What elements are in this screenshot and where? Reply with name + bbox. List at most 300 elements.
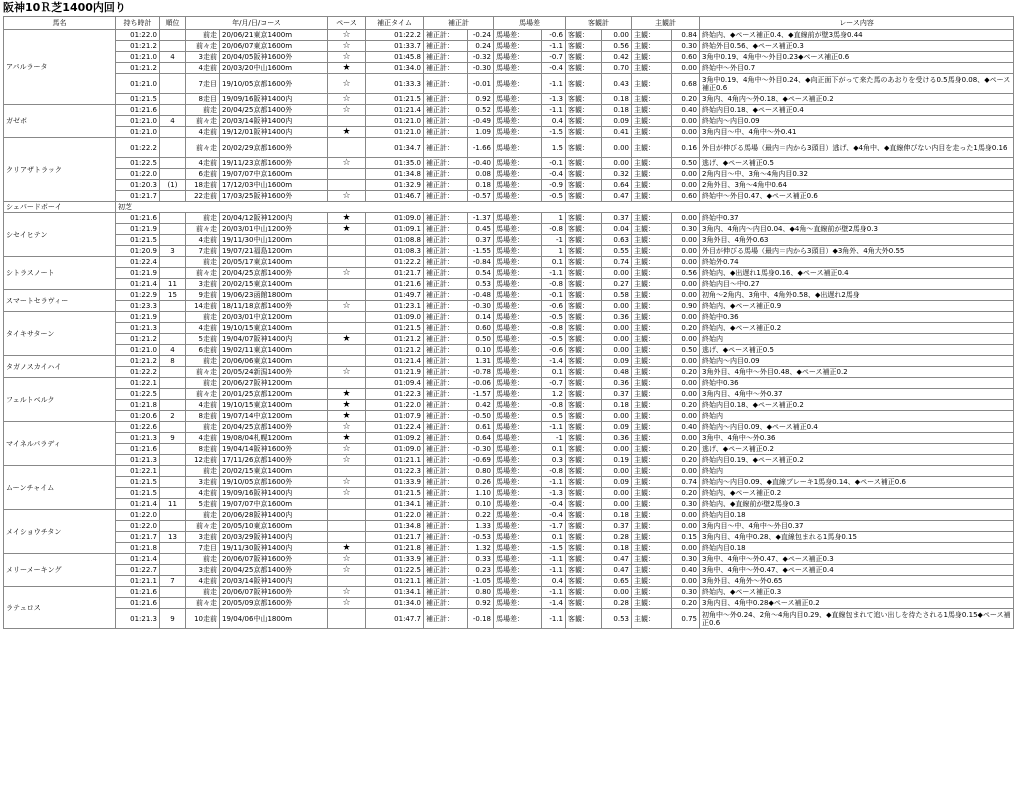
race-notes: 3角内目、4角中0.28、◆直線包まれる1馬身0.15 [700,532,1014,543]
track-diff-label: 馬場差： [494,191,542,202]
objective-label: 客観： [566,169,602,180]
races-ago: 18走前 [186,180,220,191]
rank [160,554,186,565]
objective-value: 0.00 [602,301,632,312]
rank [160,455,186,466]
pace-mark: ★ [328,63,366,74]
objective-value: 0.36 [602,378,632,389]
race-notes: 終始内、◆ペース補正0.2 [700,323,1014,334]
own-time: 01:22.7 [116,565,160,576]
race-row [4,609,1014,629]
adjust-total-label: 補正計： [424,213,468,224]
rank [160,400,186,411]
adjust-total-value: 0.80 [468,587,494,598]
adjusted-time: 01:21.7 [366,268,424,279]
race-row [4,466,1014,477]
adjust-total-label: 補正計： [424,169,468,180]
adjust-total-label: 補正計： [424,411,468,422]
objective-value: 0.00 [602,138,632,158]
race-notes: 3角中0.19、4角中～外目0.23◆ペース補正0.6 [700,52,1014,63]
date-course: 20/06/28阪神1400内 [220,510,328,521]
objective-label: 客観： [566,158,602,169]
adjusted-time: 01:21.0 [366,116,424,127]
date-course: 20/06/07東京1600m [220,41,328,52]
objective-value: 0.65 [602,576,632,587]
own-time: 01:21.0 [116,52,160,63]
objective-value: 0.18 [602,400,632,411]
rank [160,169,186,180]
subjective-label: 主観： [632,400,672,411]
adjust-total-label: 補正計： [424,74,468,94]
objective-value: 0.00 [602,444,632,455]
date-course: 20/05/24新潟1400外 [220,367,328,378]
adjust-total-label: 補正計： [424,433,468,444]
track-diff-value: -0.5 [542,312,566,323]
objective-label: 客観： [566,127,602,138]
race-row [4,389,1014,400]
subjective-label: 主観： [632,41,672,52]
race-notes: 外目が伸びる馬場（最内＝内から3頭目）◆3角外、4角大外0.55 [700,246,1014,257]
objective-label: 客観： [566,477,602,488]
objective-label: 客観： [566,521,602,532]
subjective-label: 主観： [632,63,672,74]
race-row [4,235,1014,246]
objective-value: 0.04 [602,224,632,235]
objective-value: 0.42 [602,52,632,63]
adjust-total-value: -0.30 [468,444,494,455]
track-diff-label: 馬場差： [494,488,542,499]
pace-mark [328,138,366,158]
objective-value: 0.09 [602,116,632,127]
pace-mark [328,279,366,290]
adjust-total-value: 0.10 [468,345,494,356]
date-course: 19/10/05京都1600外 [220,477,328,488]
pace-mark: ☆ [328,587,366,598]
date-course: 19/10/15東京1400m [220,400,328,411]
objective-label: 客観： [566,576,602,587]
race-row [4,334,1014,345]
race-notes: 終始外目0.56、◆ペース補正0.3 [700,41,1014,52]
races-ago: 3走前 [186,279,220,290]
objective-label: 客観： [566,63,602,74]
subjective-value: 0.00 [672,312,700,323]
rank [160,30,186,41]
objective-value: 0.18 [602,543,632,554]
subjective-label: 主観： [632,565,672,576]
track-diff-label: 馬場差： [494,94,542,105]
adjusted-time: 01:09.0 [366,444,424,455]
subjective-value: 0.00 [672,510,700,521]
subjective-label: 主観： [632,411,672,422]
own-time: 01:21.5 [116,488,160,499]
subjective-label: 主観： [632,367,672,378]
track-diff-label: 馬場差： [494,158,542,169]
subjective-label: 主観： [632,477,672,488]
pace-mark: ☆ [328,191,366,202]
track-diff-label: 馬場差： [494,389,542,400]
date-course: 20/04/25京都1400外 [220,268,328,279]
subjective-label: 主観： [632,455,672,466]
subjective-label: 主観： [632,191,672,202]
subjective-label: 主観： [632,466,672,477]
races-ago: 3走前 [186,565,220,576]
adjust-total-value: -0.24 [468,30,494,41]
race-notes: 3角中、4角中～外0.36 [700,433,1014,444]
objective-label: 客観： [566,334,602,345]
race-row [4,169,1014,180]
track-diff-label: 馬場差： [494,576,542,587]
adjust-total-label: 補正計： [424,477,468,488]
adjust-total-value: -1.05 [468,576,494,587]
objective-label: 客観： [566,444,602,455]
header-horse-name: 馬名 [4,17,116,30]
track-diff-label: 馬場差： [494,169,542,180]
objective-label: 客観： [566,389,602,400]
subjective-value: 0.00 [672,63,700,74]
own-time: 01:21.0 [116,74,160,94]
pace-mark: ★ [328,224,366,235]
date-course: 19/07/21福島1200m [220,246,328,257]
header-adjusted-time: 補正タイム [366,17,424,30]
pace-mark: ★ [328,433,366,444]
race-notes: 終始中0.37 [700,213,1014,224]
race-row [4,378,1014,389]
races-ago: 5走前 [186,334,220,345]
track-diff-value: -1.7 [542,521,566,532]
track-diff-value: -0.8 [542,466,566,477]
track-diff-label: 馬場差： [494,138,542,158]
races-ago: 5走前 [186,499,220,510]
track-diff-value: -1.1 [542,565,566,576]
adjusted-time: 01:09.4 [366,378,424,389]
subjective-label: 主観： [632,554,672,565]
race-row [4,41,1014,52]
horse-name: ラテュロス [4,587,116,629]
races-ago: 前走 [186,378,220,389]
track-diff-label: 馬場差： [494,213,542,224]
own-time: 01:21.5 [116,94,160,105]
race-row [4,74,1014,94]
rank [160,587,186,598]
adjust-total-label: 補正計： [424,554,468,565]
race-notes: 3角中、4角中～外0.47、◆ペース補正0.4 [700,565,1014,576]
track-diff-value: -0.6 [542,301,566,312]
pace-mark: ☆ [328,455,366,466]
subjective-label: 主観： [632,235,672,246]
rank [160,41,186,52]
track-diff-value: -1.4 [542,356,566,367]
subjective-value: 0.20 [672,94,700,105]
races-ago: 前走 [186,312,220,323]
horse-name: クリアザトラック [4,138,116,202]
rank [160,565,186,576]
rank: 9 [160,433,186,444]
subjective-label: 主観： [632,301,672,312]
adjusted-time: 01:22.3 [366,466,424,477]
track-diff-value: -0.1 [542,290,566,301]
objective-label: 客観： [566,290,602,301]
pace-mark: ☆ [328,565,366,576]
track-diff-value: -1.1 [542,422,566,433]
horse-name: メリーメーキング [4,554,116,587]
race-row [4,510,1014,521]
race-notes: 終始中0.36 [700,312,1014,323]
races-ago: 前々走 [186,116,220,127]
races-ago: 前走 [186,356,220,367]
horse-name: シェパードボーイ [4,202,116,213]
own-time: 01:21.4 [116,499,160,510]
objective-label: 客観： [566,30,602,41]
race-notes: 終始外0.74 [700,257,1014,268]
adjust-total-value: 0.42 [468,400,494,411]
adjusted-time: 01:21.9 [366,367,424,378]
adjust-total-value: 0.10 [468,499,494,510]
adjusted-time: 01:21.4 [366,105,424,116]
subjective-label: 主観： [632,105,672,116]
adjusted-time: 01:21.2 [366,334,424,345]
adjust-total-label: 補正計： [424,312,468,323]
adjust-total-value: 0.18 [468,180,494,191]
pace-mark [328,235,366,246]
subjective-value: 0.00 [672,235,700,246]
date-course: 20/04/25京都1400外 [220,422,328,433]
track-diff-label: 馬場差： [494,477,542,488]
rank [160,94,186,105]
own-time: 01:22.1 [116,466,160,477]
races-ago: 3走前 [186,532,220,543]
objective-value: 0.47 [602,554,632,565]
subjective-value: 0.00 [672,257,700,268]
objective-label: 客観： [566,554,602,565]
subjective-label: 主観： [632,290,672,301]
race-notes: 逃げ、◆ペース補正0.5 [700,345,1014,356]
subjective-value: 0.30 [672,41,700,52]
track-diff-label: 馬場差： [494,378,542,389]
adjust-total-value: 1.09 [468,127,494,138]
own-time: 01:21.9 [116,224,160,235]
pace-mark [328,378,366,389]
adjust-total-label: 補正計： [424,499,468,510]
race-notes: 終始内目～中0.27 [700,279,1014,290]
adjust-total-label: 補正計： [424,63,468,74]
subjective-value: 0.40 [672,422,700,433]
race-row [4,433,1014,444]
adjust-total-label: 補正計： [424,598,468,609]
objective-value: 0.27 [602,279,632,290]
own-time: 01:20.6 [116,411,160,422]
adjusted-time: 01:22.0 [366,510,424,521]
horse-name: マイネルパラディ [4,422,116,466]
track-diff-value: 0.1 [542,257,566,268]
objective-label: 客観： [566,52,602,63]
track-diff-value: -1.1 [542,41,566,52]
own-time: 01:21.8 [116,543,160,554]
races-ago: 4走前 [186,433,220,444]
subjective-value: 0.40 [672,105,700,116]
header-track-diff: 馬場差 [494,17,566,30]
own-time: 01:21.0 [116,345,160,356]
subjective-label: 主観： [632,389,672,400]
subjective-label: 主観： [632,30,672,41]
subjective-label: 主観： [632,246,672,257]
rank [160,268,186,279]
track-diff-value: -1.5 [542,127,566,138]
adjusted-time: 01:21.1 [366,455,424,466]
track-diff-value: 1.5 [542,138,566,158]
adjusted-time: 01:33.9 [366,554,424,565]
date-course: 20/03/01中山1200外 [220,224,328,235]
adjusted-time: 01:22.2 [366,257,424,268]
own-time: 01:21.9 [116,312,160,323]
races-ago: 前走 [186,105,220,116]
subjective-value: 0.00 [672,334,700,345]
adjusted-time: 01:33.9 [366,477,424,488]
subjective-value: 0.00 [672,411,700,422]
race-row [4,411,1014,422]
own-time: 01:22.5 [116,389,160,400]
adjust-total-value: -0.84 [468,257,494,268]
horse-name: フェルトベルク [4,378,116,422]
track-diff-label: 馬場差： [494,499,542,510]
objective-value: 0.00 [602,499,632,510]
adjust-total-label: 補正計： [424,334,468,345]
track-diff-label: 馬場差： [494,257,542,268]
race-row [4,138,1014,158]
races-ago: 3走前 [186,52,220,63]
header-subjective: 主観計 [632,17,700,30]
objective-label: 客観： [566,499,602,510]
subjective-label: 主観： [632,127,672,138]
subjective-value: 0.00 [672,543,700,554]
adjust-total-label: 補正計： [424,488,468,499]
subjective-label: 主観： [632,510,672,521]
race-notes: 初角中～外0.24、2角～4角内目0.29、◆直線包まれて追い出しを待たされる1馬身0.15◆ペース補正0.6 [700,609,1014,629]
subjective-label: 主観： [632,52,672,63]
own-time: 01:22.5 [116,158,160,169]
adjusted-time: 01:09.1 [366,224,424,235]
adjust-total-label: 補正計： [424,609,468,629]
adjust-total-value: -0.50 [468,411,494,422]
subjective-label: 主観： [632,268,672,279]
track-diff-value: 1.2 [542,389,566,400]
rank [160,301,186,312]
subjective-value: 0.30 [672,587,700,598]
adjust-total-label: 補正計： [424,466,468,477]
adjust-total-value: -0.57 [468,191,494,202]
track-diff-label: 馬場差： [494,41,542,52]
date-course: 20/03/14阪神1400内 [220,116,328,127]
own-time: 01:21.1 [116,576,160,587]
subjective-label: 主観： [632,444,672,455]
adjust-total-value: 0.61 [468,422,494,433]
adjust-total-value: 0.92 [468,94,494,105]
track-diff-label: 馬場差： [494,554,542,565]
pace-mark: ☆ [328,444,366,455]
track-diff-label: 馬場差： [494,105,542,116]
adjusted-time: 01:21.1 [366,576,424,587]
race-row [4,488,1014,499]
objective-value: 0.37 [602,521,632,532]
race-row [4,94,1014,105]
adjust-total-label: 補正計： [424,565,468,576]
adjusted-time: 01:32.9 [366,180,424,191]
race-notes: 3角内目～中、4角中～外目0.37 [700,521,1014,532]
race-notes: 終始内目0.18 [700,543,1014,554]
pace-mark: ☆ [328,554,366,565]
race-row [4,422,1014,433]
horse-name: ムーンチャイム [4,466,116,510]
horse-name: タガノスカイハイ [4,356,116,378]
track-diff-value: -0.6 [542,30,566,41]
track-diff-value: -1.1 [542,74,566,94]
rank: 7 [160,576,186,587]
adjusted-time: 01:22.3 [366,389,424,400]
pace-mark [328,356,366,367]
adjust-total-label: 補正計： [424,268,468,279]
race-row [4,279,1014,290]
date-course: 20/06/07阪神1600外 [220,587,328,598]
horse-name: アパルラータ [4,30,116,105]
subjective-label: 主観： [632,587,672,598]
track-diff-label: 馬場差： [494,235,542,246]
track-diff-label: 馬場差： [494,74,542,94]
date-course: 20/04/25京都1400外 [220,565,328,576]
race-row [4,52,1014,63]
track-diff-label: 馬場差： [494,334,542,345]
adjust-total-value: -0.06 [468,378,494,389]
adjusted-time: 01:34.1 [366,499,424,510]
subjective-value: 0.00 [672,466,700,477]
date-course: 19/09/16阪神1400内 [220,488,328,499]
track-diff-label: 馬場差： [494,565,542,576]
races-ago: 7走前 [186,246,220,257]
objective-value: 0.36 [602,312,632,323]
races-ago: 6走前 [186,345,220,356]
pace-mark [328,576,366,587]
rank [160,510,186,521]
rank [160,105,186,116]
debut-note: 初芝 [116,202,1014,213]
track-diff-value: -0.8 [542,400,566,411]
track-diff-value: -1.1 [542,477,566,488]
own-time: 01:21.0 [116,127,160,138]
adjusted-time: 01:21.4 [366,356,424,367]
track-diff-label: 馬場差： [494,587,542,598]
race-notes: 終始内 [700,466,1014,477]
objective-value: 0.00 [602,30,632,41]
races-ago: 前々走 [186,598,220,609]
races-ago: 4走前 [186,127,220,138]
race-row [4,565,1014,576]
date-course: 18/11/18京都1400外 [220,301,328,312]
race-notes: 逃げ、◆ペース補正0.2 [700,444,1014,455]
subjective-value: 0.68 [672,74,700,94]
rank [160,488,186,499]
adjusted-time: 01:23.1 [366,301,424,312]
adjust-total-value: -1.55 [468,246,494,257]
track-diff-label: 馬場差： [494,323,542,334]
subjective-value: 0.00 [672,116,700,127]
subjective-value: 0.20 [672,455,700,466]
adjust-total-value: 0.64 [468,433,494,444]
objective-value: 0.00 [602,466,632,477]
adjusted-time: 01:33.7 [366,41,424,52]
pace-mark [328,257,366,268]
track-diff-value: 0.3 [542,455,566,466]
own-time: 01:21.4 [116,554,160,565]
track-diff-value: -1.4 [542,598,566,609]
pace-mark: ☆ [328,52,366,63]
